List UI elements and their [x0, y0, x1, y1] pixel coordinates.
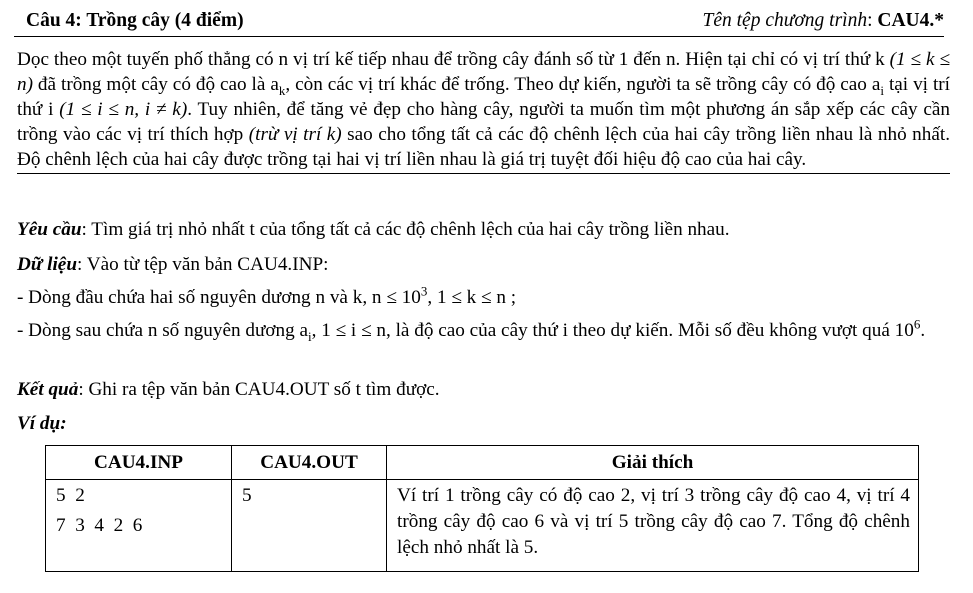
example-explanation-cell: Ví trí 1 trồng cây có độ cao 2, vị trí 3 trồng cây độ cao 4, vị trí 4 trồng cây độ cao 6 và vị trí 5 trồng cây độ cao 7. Tổng độ chênh lệch nhỏ nhất là 5. [387, 480, 919, 572]
header-explanation: Giải thích [387, 446, 919, 480]
program-file-name: Tên tệp chương trình: CAU4.* [702, 10, 944, 31]
intro-text-3: , còn các vị trí khác để trống. Theo dự kiến, người ta sẽ trồng cây có độ cao a [285, 74, 881, 95]
intro-text-5: . Tuy nhiên, để tăng vẻ đẹp cho hàng cây, người ta muốn tìm một phương án sắp xếp các cây cần trồng vào các vị trí thích hợp [17, 99, 950, 145]
problem-title: Câu 4: Trồng cây (4 điểm) [26, 10, 244, 31]
example-table-row [46, 480, 919, 572]
input-text: : Vào từ tệp văn bản CAU4.INP: [77, 254, 329, 275]
output-text: : Ghi ra tệp văn bản CAU4.OUT số t tìm được. [78, 379, 440, 400]
example-section [17, 411, 950, 436]
input-line-1 [17, 285, 950, 310]
example-input-line-1: 5 2 [56, 485, 85, 506]
intro-except: (trừ vị trí k) [248, 124, 342, 145]
input-line1-a: - Dòng đầu chứa hai số nguyên dương n và k, n ≤ 10 [17, 287, 421, 308]
problem-header [14, 8, 944, 37]
program-label: Tên tệp chương trình [702, 10, 868, 31]
input-line-2 [17, 318, 950, 343]
output-section [17, 377, 950, 402]
intro-text-2: đã trồng một cây có độ cao là a [32, 74, 279, 95]
example-output-cell: 5 [232, 480, 387, 572]
example-input-cell [46, 480, 232, 572]
input-line1-sup: 3 [420, 283, 428, 299]
header-cau4-out: CAU4.OUT [232, 446, 387, 480]
example-input-line-2: 7 3 4 2 6 [56, 515, 143, 536]
problem-description [17, 47, 950, 174]
requirement-section [17, 217, 950, 242]
intro-text-6: sao cho tổng tất cả các độ chênh lệch của hai cây trồng liền nhau là nhỏ nhất. Độ chênh lệch của hai cây được trồng tại hai vị trí liền nhau là giá trị tuyệt đối hiệu độ cao của hai cây. [17, 124, 950, 170]
input-line2-sub: i [308, 328, 312, 344]
input-line1-b: , 1 ≤ k ≤ n ; [427, 287, 517, 308]
requirement-text: : Tìm giá trị nhỏ nhất t của tổng tất cả các độ chênh lệch của hai cây trồng liền nhau. [81, 219, 730, 240]
intro-sub-i: i [880, 82, 884, 98]
intro-cond-i: (1 ≤ i ≤ n, i ≠ k) [59, 99, 188, 120]
intro-cond-k: (1 ≤ k ≤ n) [17, 49, 950, 95]
requirement-label: Yêu cầu [17, 219, 82, 240]
input-line2-b: , 1 ≤ i ≤ n, là độ cao của cây thứ i theo dự kiến. Mỗi số đều không vượt quá 10 [311, 320, 914, 341]
example-table-header-row [46, 446, 919, 480]
intro-text-4: tại vị trí thứ i [17, 74, 950, 120]
input-line2-c: . [920, 320, 926, 341]
input-section [17, 252, 950, 277]
input-line2-sup: 6 [913, 316, 921, 332]
example-label: Ví dụ: [17, 413, 67, 434]
program-name: CAU4.* [877, 10, 944, 31]
input-line2-a: - Dòng sau chứa n số nguyên dương a [17, 320, 308, 341]
intro-text-1: Dọc theo một tuyến phố thẳng có n vị trí kế tiếp nhau để trồng cây đánh số từ 1 đến n. Hiện tại chỉ có vị trí thứ k [17, 49, 890, 70]
header-cau4-inp: CAU4.INP [46, 446, 232, 480]
input-label: Dữ liệu [17, 254, 77, 275]
example-table [45, 445, 919, 572]
intro-sub-k: k [278, 82, 286, 98]
output-label: Kết quả [17, 379, 79, 400]
